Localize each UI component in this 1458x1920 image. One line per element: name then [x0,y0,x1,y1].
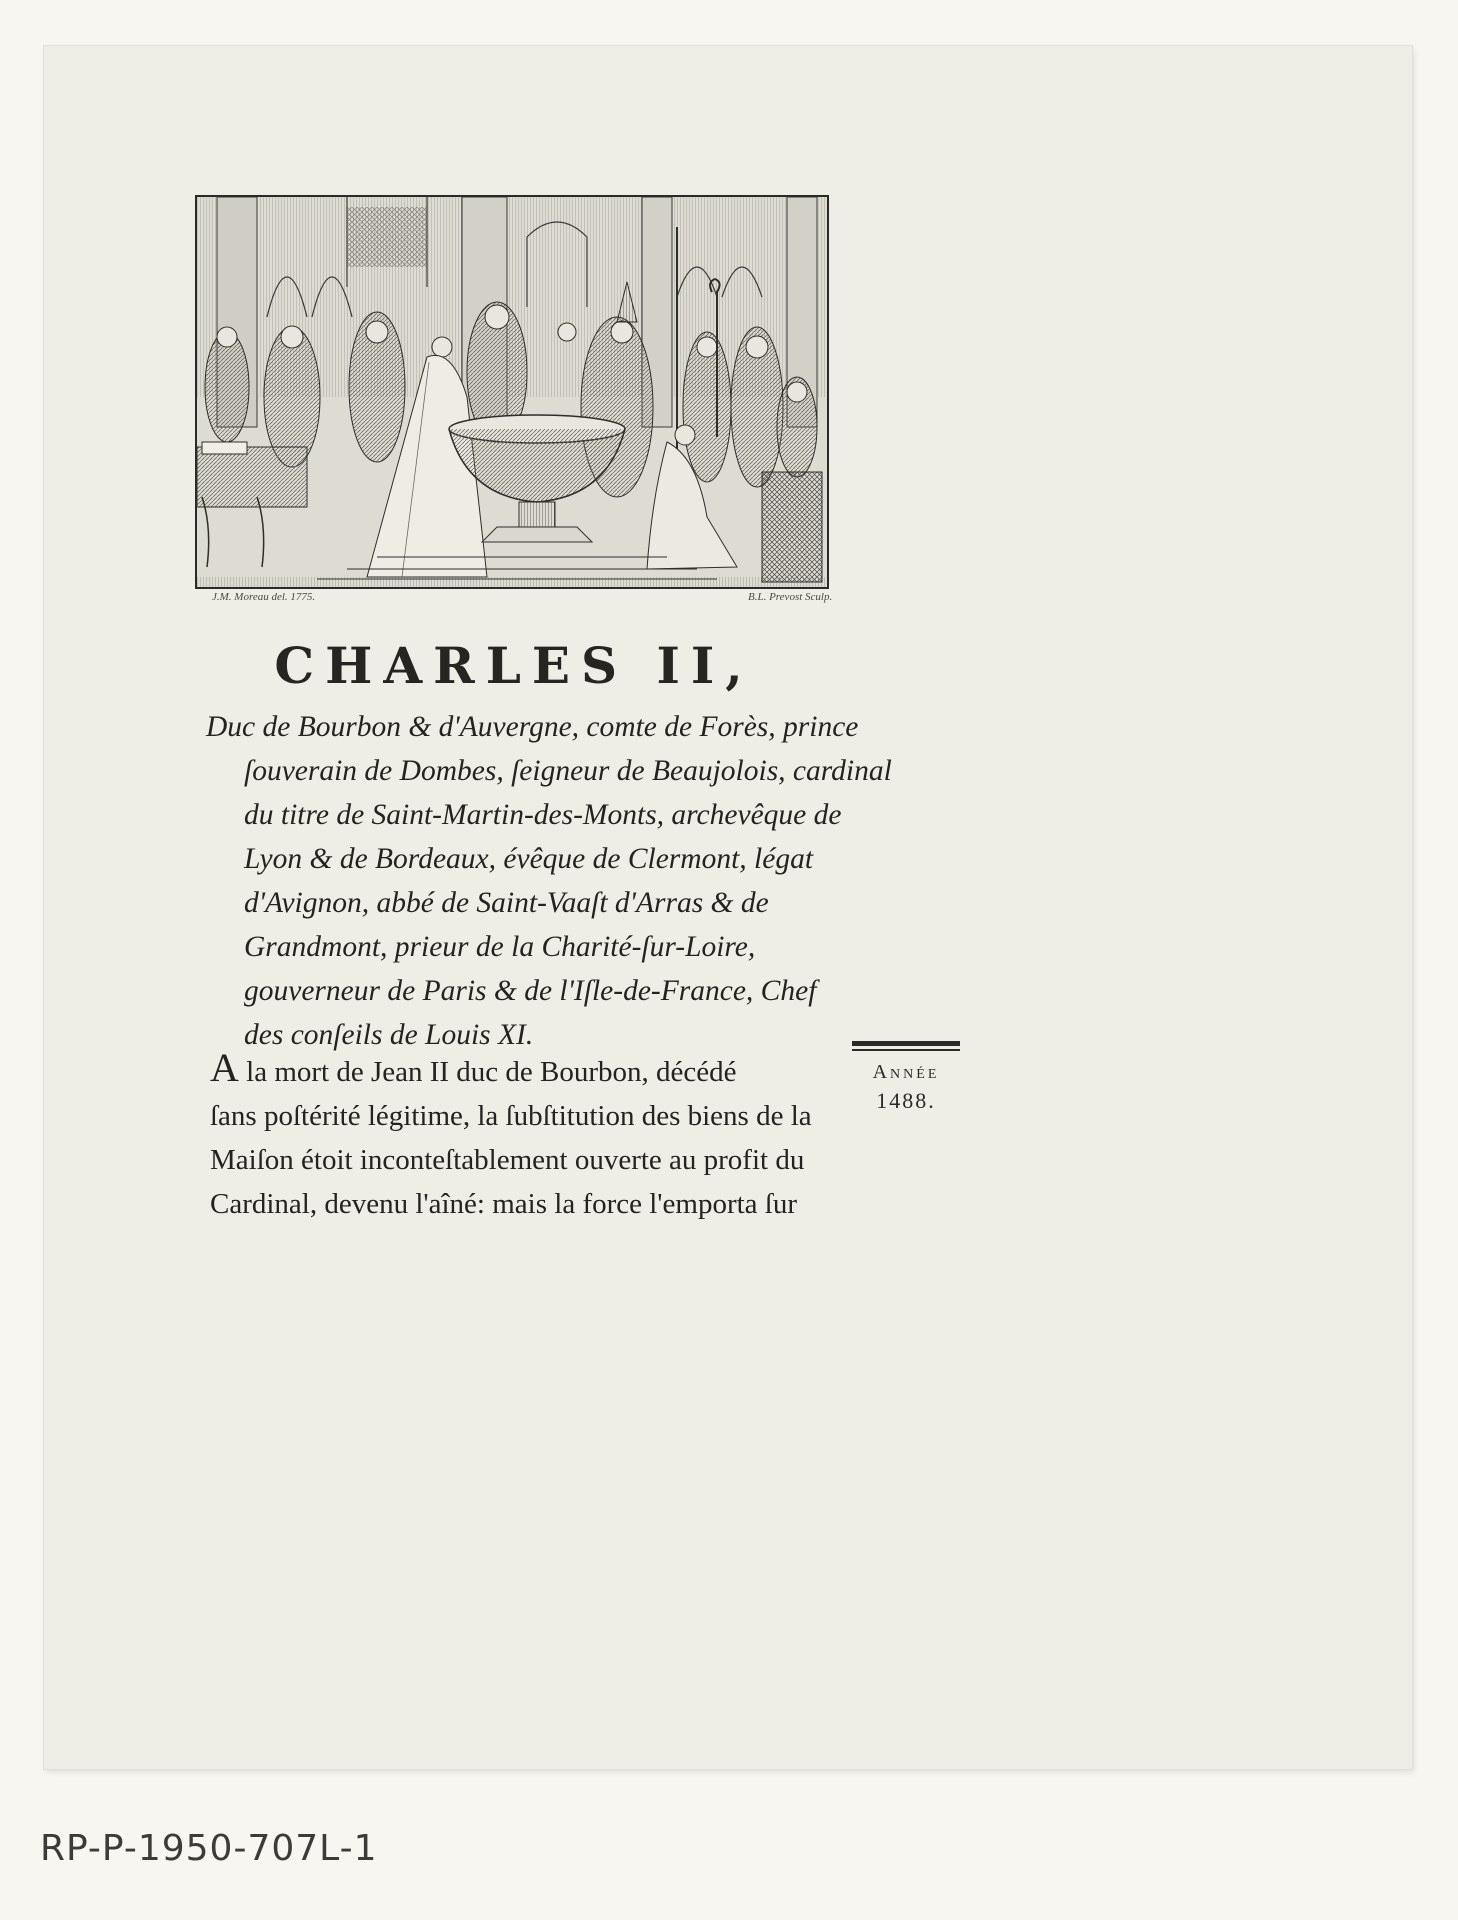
baptism-scene-image [197,197,827,587]
subtitle-line: gouverneur de Paris & de l'Iſle-de-France, Chef [244,975,817,1007]
body-line: Cardinal, devenu l'aîné: mais la force l'emporta ſur [210,1188,798,1220]
subtitle-line: Duc de Bourbon & d'Auvergne, comte de Forès, prince [206,711,859,743]
credit-designer: J.M. Moreau del. 1775. [212,591,316,603]
drop-cap: A [210,1045,239,1090]
margin-note-year: 1488. [876,1088,936,1113]
engraving-illustration [195,195,829,589]
subtitle-line: d'Avignon, abbé de Saint-Vaaſt d'Arras & de [244,887,769,919]
margin-note [852,1061,960,1114]
margin-rule-thick [852,1041,960,1046]
body-paragraph [210,1045,850,1226]
body-line-first [210,1045,850,1094]
page-title: CHARLES II, [274,636,754,695]
inventory-number: RP-P-1950-707L-1 [40,1828,378,1869]
subtitle-line: du titre de Saint-Martin-des-Monts, archevêque de [244,799,842,831]
subtitle-paragraph [206,705,892,1057]
margin-rule-thin [852,1049,960,1051]
subtitle-line: Lyon & de Bordeaux, évêque de Clermont, légat [244,843,814,875]
subtitle-line: ſouverain de Dombes, ſeigneur de Beaujolois, cardinal [244,755,892,787]
body-line: ſans poſtérité légitime, la ſubſtitution des biens de la [210,1100,812,1132]
body-line: Maiſon étoit inconteſtablement ouverte au profit du [210,1144,805,1176]
body-line-first-text: la mort de Jean II duc de Bourbon, décédé [238,1056,737,1088]
margin-note-label: Année [872,1061,940,1083]
credit-engraver: B.L. Prevost Sculp. [748,591,833,603]
subtitle-line: Grandmont, prieur de la Charité-ſur-Loire, [244,931,756,963]
subtitle-line: des conſeils de Louis XI. [244,1019,534,1051]
